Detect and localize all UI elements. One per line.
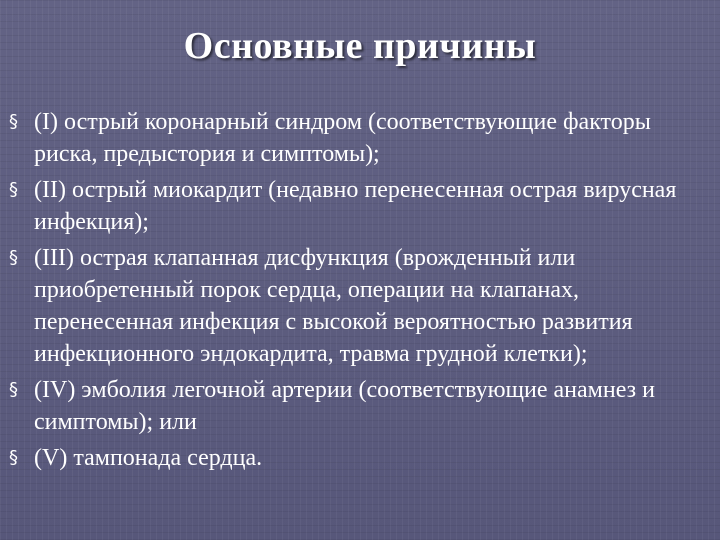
slide-title: Основные причины (183, 25, 537, 67)
bullet-item-4 (0, 374, 720, 438)
bullet-marker-icon: § (9, 447, 18, 468)
bullet-list (0, 106, 720, 478)
bullet-item-1 (0, 106, 720, 170)
bullet-marker-icon: § (9, 379, 18, 400)
bullet-item-5 (0, 442, 720, 474)
bullet-item-2 (0, 174, 720, 238)
bullet-marker-icon: § (9, 111, 18, 132)
bullet-text: (II) острый миокардит (недавно перенесенная острая вирусная инфекция); (34, 177, 677, 235)
bullet-marker-icon: § (9, 179, 18, 200)
bullet-marker-icon: § (9, 247, 18, 268)
bullet-text: (V) тампонада сердца. (34, 445, 263, 471)
bullet-text: (IV) эмболия легочной артерии (соответствующие анамнез и симптомы); или (34, 377, 655, 435)
bullet-text: (I) острый коронарный синдром (соответствующие факторы риска, предыстория и симптомы); (34, 109, 651, 167)
bullet-item-3 (0, 242, 720, 370)
bullet-text: (III) острая клапанная дисфункция (врожденный или приобретенный порок сердца, операции на клапанах, перенесенная инфекция с высокой вероятностью развития инфекционного эндокардита, травма грудной клетки); (34, 245, 633, 367)
